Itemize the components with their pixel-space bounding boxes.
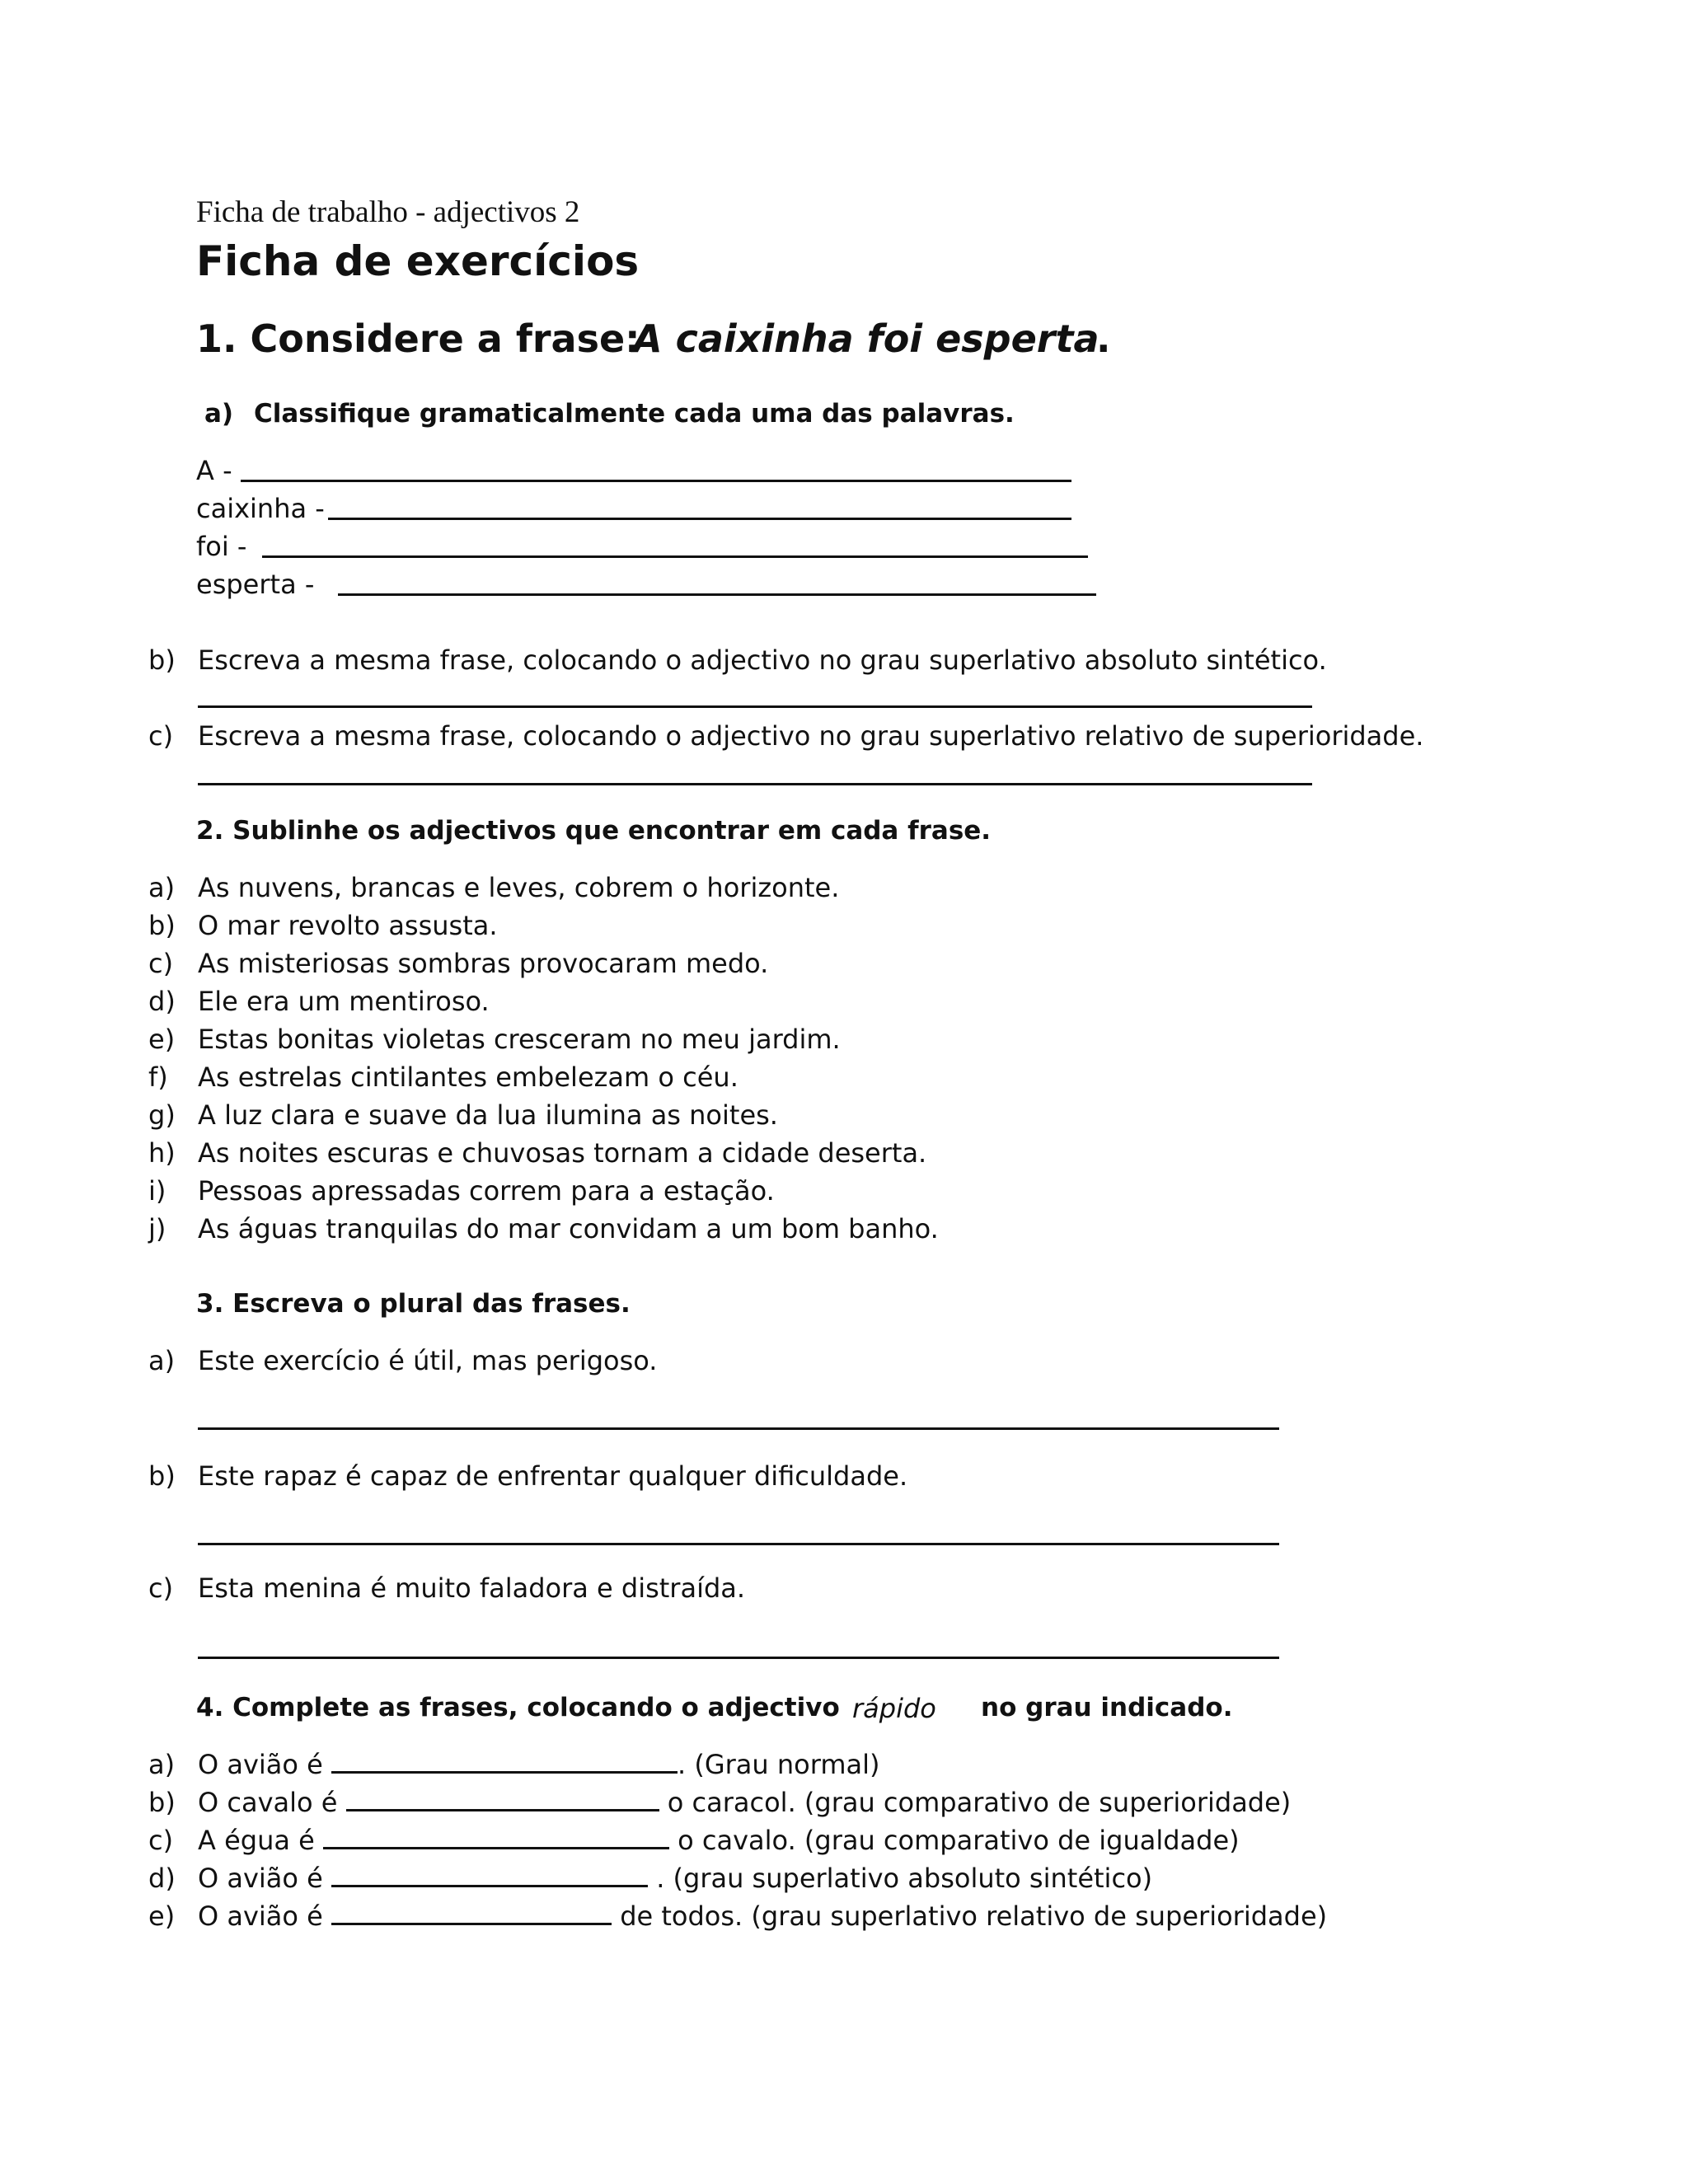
q2-item-label: j) [148, 1213, 166, 1244]
q4-item-post: . (grau superlativo absoluto sintético) [656, 1863, 1153, 1894]
q3-answer-line[interactable] [198, 1543, 1279, 1545]
q2-item [148, 1062, 738, 1093]
q1c-instruction [148, 720, 1423, 752]
q2-heading: 2. Sublinhe os adjectivos que encontrar em cada frase. [196, 816, 992, 846]
q1c-label: c) [148, 720, 174, 752]
q1-word-row [196, 493, 325, 524]
q1-word-label: A - [196, 455, 232, 486]
q2-item [148, 1175, 775, 1207]
q1-word-answer-line[interactable] [338, 593, 1096, 596]
q4-item-label: d) [148, 1863, 176, 1894]
q4-heading-pre: 4. Complete as frases, colocando o adjectivo [196, 1693, 840, 1722]
q1b-label: b) [148, 644, 176, 676]
q4-item-post: o caracol. (grau comparativo de superioridade) [667, 1787, 1292, 1818]
q2-item [148, 948, 768, 979]
q4-item [148, 1825, 1240, 1856]
q4-answer-blank[interactable] [323, 1847, 669, 1849]
q2-item-label: b) [148, 910, 176, 941]
q2-item-label: f) [148, 1062, 168, 1093]
q3-item-label: b) [148, 1460, 176, 1492]
q4-item-pre: O avião é [198, 1863, 323, 1894]
q4-heading [196, 1693, 840, 1722]
q2-item [148, 1213, 939, 1244]
q3-heading: 3. Escreva o plural das frases. [196, 1289, 631, 1319]
q2-item [148, 986, 490, 1017]
q2-item-text: As estrelas cintilantes embelezam o céu. [198, 1062, 738, 1093]
q4-item-pre: O cavalo é [198, 1787, 338, 1818]
q1c-answer-line[interactable] [198, 783, 1312, 785]
q4-item [148, 1749, 879, 1780]
q2-item-label: g) [148, 1099, 176, 1131]
q3-item-text: Este exercício é útil, mas perigoso. [198, 1345, 658, 1376]
q1-word-answer-line[interactable] [328, 518, 1071, 520]
q2-item-text: As águas tranquilas do mar convidam a um bom banho. [198, 1213, 939, 1244]
q1-word-label: esperta - [196, 569, 315, 600]
q4-item-label: e) [148, 1900, 176, 1932]
q3-item [148, 1572, 745, 1604]
q3-item-label: a) [148, 1345, 176, 1376]
q2-item-text: O mar revolto assusta. [198, 910, 498, 941]
q4-item [148, 1900, 1327, 1932]
q2-item-text: As misteriosas sombras provocaram medo. [198, 948, 769, 979]
q4-answer-blank[interactable] [331, 1885, 648, 1887]
q1b-instruction [148, 644, 1327, 676]
q1-word-row [196, 531, 246, 562]
q2-item-text: Ele era um mentiroso. [198, 986, 490, 1017]
q1a-label: a) [204, 399, 234, 429]
q4-item-label: c) [148, 1825, 174, 1856]
q2-item-text: Pessoas apressadas correm para a estação. [198, 1175, 775, 1207]
q1-phrase-period: . [1096, 316, 1111, 361]
q4-item [148, 1863, 1152, 1894]
q1-word-answer-line[interactable] [262, 555, 1088, 558]
q3-answer-line[interactable] [198, 1657, 1279, 1659]
q1-heading [196, 316, 640, 361]
q1-heading-text: 1. Considere a frase: [196, 316, 640, 361]
q1-phrase: A caixinha foi esperta [633, 316, 1100, 361]
q3-item-text: Este rapaz é capaz de enfrentar qualquer dificuldade. [198, 1460, 908, 1492]
q2-item-label: h) [148, 1137, 176, 1169]
q1a-instruction [204, 399, 1015, 429]
worksheet-title: Ficha de exercícios [196, 237, 640, 285]
q1-word-answer-line[interactable] [241, 480, 1071, 482]
q1b-text: Escreva a mesma frase, colocando o adjectivo no grau superlativo absoluto sintético. [198, 644, 1327, 676]
q4-item-pre: A égua é [198, 1825, 315, 1856]
q2-item-label: i) [148, 1175, 166, 1207]
q1-word-row [196, 569, 314, 600]
q4-item-label: a) [148, 1749, 176, 1780]
q1a-text: Classifique gramaticalmente cada uma das palavras. [254, 399, 1015, 429]
q4-item [148, 1787, 1291, 1818]
q2-item-text: As noites escuras e chuvosas tornam a cidade deserta. [198, 1137, 927, 1169]
q2-item [148, 910, 498, 941]
q4-answer-blank[interactable] [331, 1771, 678, 1774]
q1-word-label: foi - [196, 531, 247, 562]
q3-item-label: c) [148, 1572, 174, 1604]
q1-word-row [196, 455, 232, 486]
q4-answer-blank[interactable] [331, 1923, 612, 1925]
q4-item-label: b) [148, 1787, 176, 1818]
q4-heading-post: no grau indicado. [981, 1693, 1233, 1722]
worksheet-subtitle: Ficha de trabalho - adjectivos 2 [196, 195, 580, 229]
q4-answer-blank[interactable] [346, 1809, 659, 1811]
q4-item-pre: O avião é [198, 1749, 323, 1780]
q1b-answer-line[interactable] [198, 705, 1312, 708]
q4-item-post: . (Grau normal) [678, 1749, 880, 1780]
q2-item-text: As nuvens, brancas e leves, cobrem o horizonte. [198, 872, 840, 903]
q1-word-label: caixinha - [196, 493, 325, 524]
q4-heading-word: rápido [852, 1693, 936, 1724]
q2-item [148, 1099, 778, 1131]
q3-item-text: Esta menina é muito faladora e distraída. [198, 1572, 746, 1604]
q2-item-label: e) [148, 1024, 176, 1055]
q4-item-post: de todos. (grau superlativo relativo de superioridade) [620, 1900, 1328, 1932]
q4-item-pre: O avião é [198, 1900, 323, 1932]
q3-item [148, 1345, 657, 1376]
q2-item-text: A luz clara e suave da lua ilumina as noites. [198, 1099, 778, 1131]
q3-answer-line[interactable] [198, 1427, 1279, 1430]
q2-item [148, 1024, 841, 1055]
q2-item-label: a) [148, 872, 176, 903]
q3-item [148, 1460, 907, 1492]
q4-item-post: o cavalo. (grau comparativo de igualdade) [678, 1825, 1240, 1856]
q2-item [148, 1137, 926, 1169]
q2-item-label: d) [148, 986, 176, 1017]
q1c-text: Escreva a mesma frase, colocando o adjectivo no grau superlativo relativo de superioridade. [198, 720, 1424, 752]
q2-item-label: c) [148, 948, 174, 979]
q2-item-text: Estas bonitas violetas cresceram no meu jardim. [198, 1024, 841, 1055]
q2-item [148, 872, 839, 903]
